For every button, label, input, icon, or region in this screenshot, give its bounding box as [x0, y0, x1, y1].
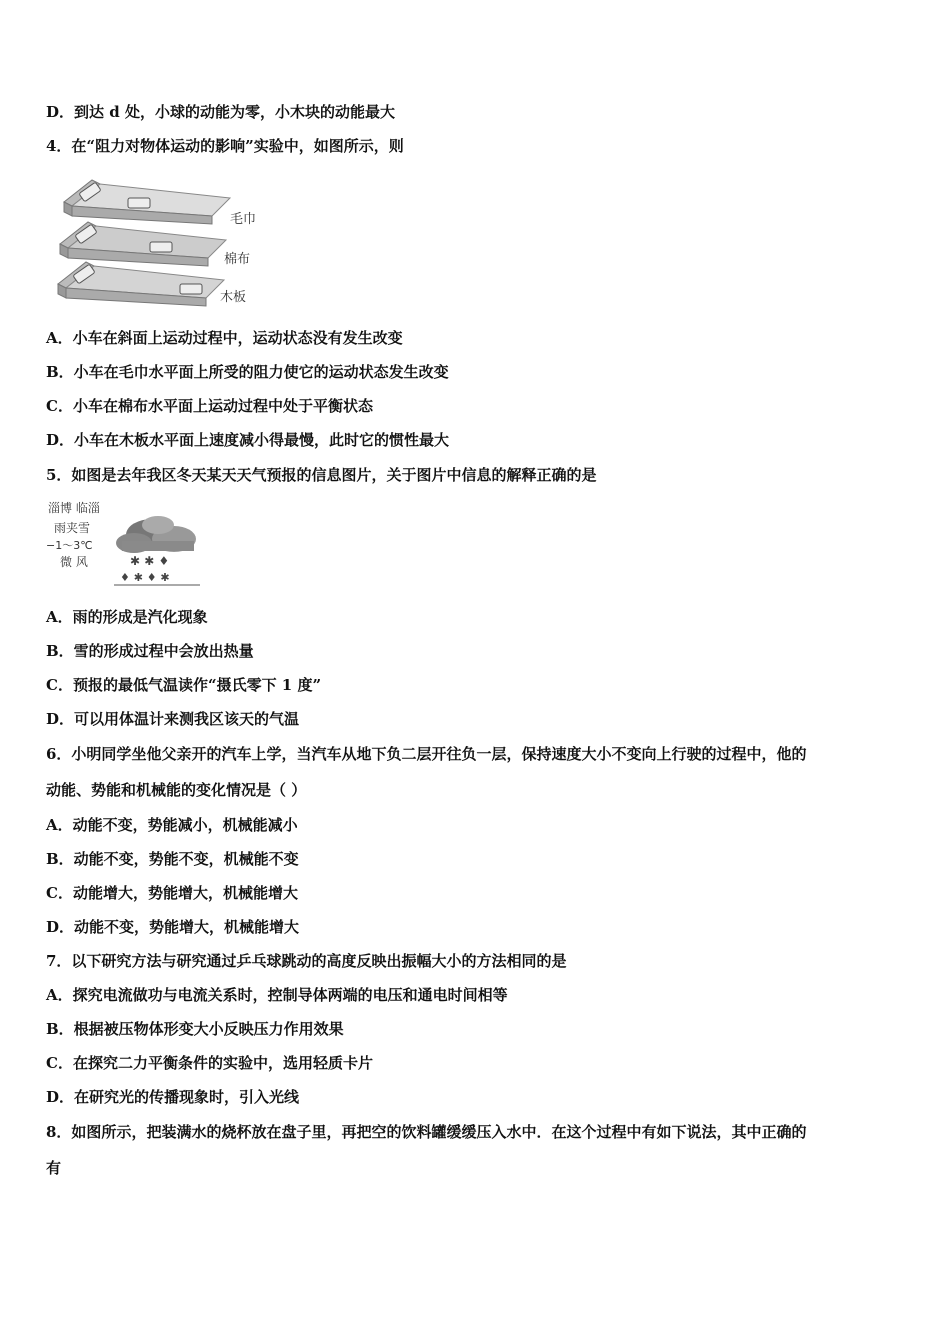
q5-stem: 5．如图是去年我区冬天某天天气预报的信息图片，关于图片中信息的解释正确的是	[46, 466, 597, 484]
ramp-experiment-figure	[52, 172, 262, 308]
q4-option-b: B．小车在毛巾水平面上所受的阻力使它的运动状态发生改变	[46, 363, 449, 381]
ramp-towel	[64, 180, 230, 224]
weather-forecast-figure	[46, 497, 206, 589]
q5-option-a: A．雨的形成是汽化现象	[46, 608, 208, 626]
q7-option-b: B．根据被压物体形变大小反映压力作用效果	[46, 1020, 344, 1038]
q7-option-c: C．在探究二力平衡条件的实验中，选用轻质卡片	[46, 1054, 373, 1072]
q4-option-c: C．小车在棉布水平面上运动过程中处于平衡状态	[46, 397, 373, 415]
weather-temperature: −1～3℃	[46, 539, 93, 552]
q4-option-d: D．小车在木板水平面上速度减小得最慢，此时它的惯性最大	[46, 431, 450, 449]
q7-option-d: D．在研究光的传播现象时，引入光线	[46, 1088, 300, 1106]
ramp-cotton	[60, 222, 226, 266]
svg-text:♦ ✱ ♦ ✱: ♦ ✱ ♦ ✱	[120, 571, 170, 584]
q6-option-b: B．动能不变，势能不变，机械能不变	[46, 850, 299, 868]
weather-location: 淄博 临淄	[48, 501, 100, 515]
q6-stem-line1: 6．小明同学坐他父亲开的汽车上学，当汽车从地下负二层开往负一层，保持速度大小不变向上行驶的过程中，他的	[46, 745, 807, 763]
label-towel: 毛巾	[230, 212, 257, 227]
q6-option-a: A．动能不变，势能减小，机械能减小	[46, 816, 298, 834]
q8-stem-line2: 有	[46, 1159, 62, 1177]
q4-option-a: A．小车在斜面上运动过程中，运动状态没有发生改变	[46, 329, 403, 347]
weather-condition: 雨夹雪	[54, 521, 91, 535]
q8-stem-line1: 8．如图所示，把装满水的烧杯放在盘子里，再把空的饮料罐缓缓压入水中．在这个过程中有如下说法，其中正确的	[46, 1123, 807, 1141]
weather-wind: 微 风	[60, 555, 88, 569]
q3-option-d: D．到达 d 处，小球的动能为零，小木块的动能最大	[46, 103, 395, 121]
q6-option-d: D．动能不变，势能增大，机械能增大	[46, 918, 300, 936]
q4-stem: 4．在“阻力对物体运动的影响”实验中，如图所示，则	[46, 137, 404, 155]
q5-option-b: B．雪的形成过程中会放出热量	[46, 642, 254, 660]
ramp-wood	[58, 262, 224, 306]
q6-option-c: C．动能增大，势能增大，机械能增大	[46, 884, 298, 902]
q5-option-d: D．可以用体温计来测我区该天的气温	[46, 710, 300, 728]
svg-text:✱ ✱ ♦: ✱ ✱ ♦	[130, 554, 170, 568]
sleet-cloud-icon	[114, 513, 204, 587]
label-cotton: 棉布	[224, 252, 251, 267]
q6-stem-line2: 动能、势能和机械能的变化情况是（ ）	[46, 781, 307, 799]
label-wood: 木板	[220, 290, 247, 305]
q7-option-a: A．探究电流做功与电流关系时，控制导体两端的电压和通电时间相等	[46, 986, 508, 1004]
q7-stem: 7．以下研究方法与研究通过乒乓球跳动的高度反映出振幅大小的方法相同的是	[46, 952, 567, 970]
q5-option-c: C．预报的最低气温读作“摄氏零下 1 度”	[46, 676, 322, 694]
